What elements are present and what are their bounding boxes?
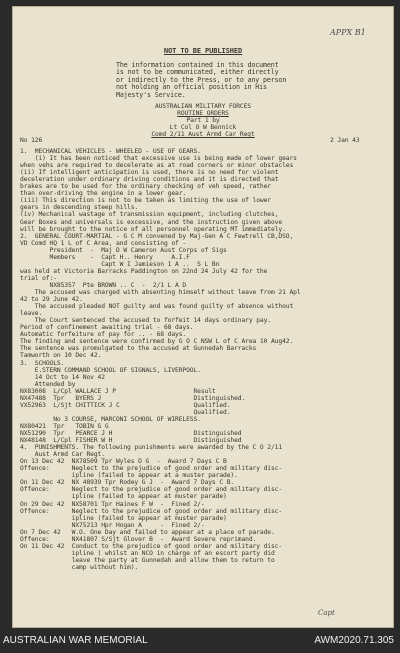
- body-line: leave the party at Gunnedah and allow them to return to: [20, 556, 275, 564]
- body-line: Period of confinement awaiting trial - 68 days.: [20, 324, 194, 332]
- body-line: Aust Armd Car Regt.: [20, 451, 105, 459]
- body-line: Offence: Neglect to the prejudice of good order and military disc-: [20, 507, 283, 515]
- body-line: 1. MECHANICAL VEHICLES - WHEELED - USE OF GEARS.: [20, 148, 201, 155]
- footer-institution: AUSTRALIAN WAR MEMORIAL: [3, 635, 148, 646]
- part-label: Part 1 by: [186, 117, 220, 124]
- body-line: camp without him).: [20, 563, 139, 571]
- body-line: Attended by: [20, 380, 76, 388]
- body-line: ipline (failed to appear at muster parade): [20, 514, 227, 522]
- body-line: will be brought to the notice of all personnel operating MT immediately.: [20, 225, 286, 233]
- document-type: ROUTINE ORDERS: [177, 110, 229, 117]
- archive-footer: [0, 628, 400, 653]
- body-line: VX52963 L/Sjt CHITTICK J C Qualified.: [20, 401, 231, 409]
- body-line: Offence: Neglect to the prejudice of good order and military disc-: [20, 465, 283, 473]
- body-line: (ii) If intelligent anticipation is used, there is no need for violent: [20, 169, 279, 177]
- body-line: The accused pleaded NOT guilty and was found guilty of absence without: [20, 303, 294, 311]
- notice-line: or indirectly to the Press, or to any person: [116, 75, 287, 84]
- body-line: NX85357 Pte BROWN .. C - 2/1 L A D: [20, 281, 187, 289]
- body-line: On 11 Dec 42 NX 48939 Tpr Rodey G J - Award 7 Days C B.: [20, 479, 235, 487]
- notice-line: is not to be communicated, either directly: [116, 68, 279, 77]
- document-page: [12, 6, 394, 628]
- body-line: NX51290 Tpr PEARCE J H Distinguished: [20, 430, 242, 437]
- issuing-officer: Lt Col O W Bennick: [169, 124, 237, 131]
- body-line: On 7 Dec 42 W.O. One Day and failed to appear at a place of parade.: [20, 528, 275, 536]
- body-line: NX83008 L/Cpl WALLACE J P Result: [20, 387, 216, 395]
- body-line: The accused was charged with absenting himself without leave from 21 Apl: [20, 289, 301, 296]
- body-line: Offence: NX41807 S/Sjt Glover B - Award Severe reprimand.: [20, 535, 257, 543]
- archive-annotation: APPX B1: [330, 28, 366, 37]
- signature: Capt: [318, 609, 335, 617]
- body-line: was held at Victoria Barracks Paddington on 22nd 24 July 42 for the: [20, 267, 268, 275]
- notice-line: not holding an official position in His: [116, 83, 267, 92]
- body-line: brakes are to be used for the ordinary checking of veh speed, rather: [20, 183, 271, 191]
- body-line: 14 Oct to 14 Nov 42: [20, 373, 105, 381]
- body-line: VD Comd HQ 1 L of C Area, and consisting of -: [20, 239, 187, 247]
- body-line: leave.: [20, 310, 43, 318]
- body-line: The finding and sentence were confirmed by G O C NSW L of C Area 10 Aug42.: [20, 338, 294, 346]
- body-line: On 13 Dec 42 NX78509 Tpr Wyles D G - Award 7 Days C B: [20, 458, 227, 466]
- order-date: 2 Jan 43: [330, 137, 360, 144]
- body-line: ipline ( whilst an NCO in charge of an escort party did: [20, 549, 275, 557]
- body-line: than over-driving the engine in a lower gear.: [20, 190, 187, 198]
- body-line: (iv) Mechanical wastage of transmission equipment, including clutches,: [20, 211, 279, 219]
- footer-reference: AWM2020.71.305: [314, 635, 394, 646]
- notice-line: Majesty's Service.: [116, 90, 186, 99]
- body-line: President - Maj D W Cameron Aust Corps of Sigs: [20, 246, 227, 254]
- body-line: The Court sentenced the accused to forfeit 14 days ordinary pay.: [20, 317, 271, 325]
- body-line: (i) It has been noticed that excessive use is being made of lower gears: [20, 155, 297, 163]
- body-line: Gear Boxes and universals is excessive, and the instruction given above: [20, 218, 283, 226]
- notice-line: The information contained in this document: [116, 61, 279, 69]
- body-line: gears in descending steep hills.: [20, 204, 139, 212]
- body-line: E.STERN COMMAND SCHOOL OF SIGNALS, LIVERPOOL.: [20, 366, 201, 374]
- body-line: On 11 Dec 42 Conduct to the prejudice of good order and military disc-: [20, 542, 283, 550]
- body-line: trial of:-: [20, 274, 57, 282]
- body-line: NX47488 Tpr BYERS J Distinguished.: [20, 394, 246, 402]
- body-line: Offence: Neglect to the prejudice of good order and military disc-: [20, 486, 283, 494]
- body-line: On 29 Dec 42 NX58701 Tpr Haines F W - Fined 2/-: [20, 500, 205, 508]
- body-line: Tamworth on 10 Dec 42.: [20, 352, 102, 360]
- body-line: Automatic forfeiture of pay for .. - 68 days.: [20, 331, 187, 339]
- body-line: NX80421 Tpr TOBIN G G: [20, 422, 109, 430]
- body-line: deceleration under ordinary driving conditions and it is directed that: [20, 176, 279, 184]
- body-line: The sentence was promulgated to the accused at Gunnedah Barracks: [20, 345, 257, 353]
- document-heading: NOT TO BE PUBLISHED: [163, 47, 243, 55]
- body-line: 2. GENERAL COURT-MARTIAL - G C M convened by Maj-Gen A C Fewtrell CB,DSO,: [20, 232, 294, 240]
- body-line: NX48148 L/Cpl FISHER W H Distinguished: [20, 437, 242, 445]
- body-line: 3. SCHOOLS.: [20, 359, 65, 367]
- body-line: 42 to 29 June 42.: [20, 296, 83, 304]
- body-line: ipline (failed to appear at a muster parade).: [20, 472, 238, 480]
- issuing-unit: Comd 2/11 Aust Armd Car Regt: [151, 131, 255, 138]
- body-line: NX75213 Hpr Hogan A - Fined 2/-: [20, 521, 205, 529]
- body-line: ipline (failed to appear at muster parade): [20, 493, 227, 501]
- body-line: No 3 COURSE, MARCONI SCHOOL OF WIRELESS.: [20, 415, 201, 423]
- organisation: AUSTRALIAN MILITARY FORCES: [155, 103, 251, 110]
- body-line: when vehs are required to decelerate as at road corners or minor obstacles: [20, 162, 294, 170]
- body-line: Members - Capt H.. Henry A.I.F: [20, 253, 190, 261]
- body-line: Qualified.: [20, 408, 231, 416]
- order-number: No 126: [20, 137, 43, 144]
- body-line: 4. PUNISHMENTS. The following punishments were awarded by the C O 2/11: [20, 444, 283, 452]
- body-line: (iii) This direction is not to be taken as limiting the use of lower: [20, 197, 271, 205]
- body-line: Capt W I Jamieson 1 A .. S L Bn: [20, 260, 220, 268]
